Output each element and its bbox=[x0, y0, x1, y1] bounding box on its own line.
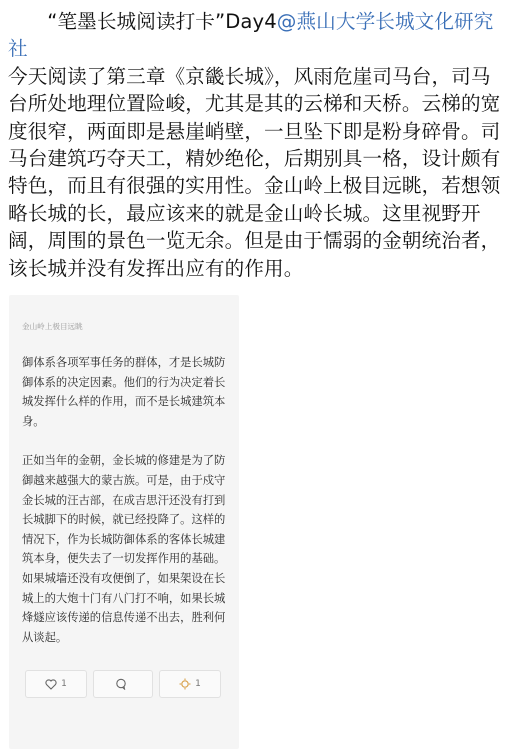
like-count: 1 bbox=[61, 679, 67, 689]
heart-icon bbox=[45, 679, 57, 690]
card-content bbox=[22, 353, 227, 659]
card-paragraph-2: 正如当年的金朝，金长城的修建是为了防御越来越强大的蒙古族。可是，由于戍守金长城的汪古部，在成吉思汗还没有打到长城脚下的时候，就已经投降了。这样的情况下，作为长城防御体系的客体长城建筑本身，便失去了一切发挥作用的基础。如果城墙还没有攻便倒了，如果架设在长城上的大炮十门有八门打不响，如果长城烽燧应该传递的信息传递不出去，胜利何从谈起。 bbox=[22, 454, 226, 644]
sun-reward-icon bbox=[179, 678, 191, 690]
reward-count: 1 bbox=[195, 679, 201, 689]
post-title: “笔墨长城阅读打卡”Day4 bbox=[47, 10, 277, 33]
mention-link[interactable]: @燕山大学长城文化研究社 bbox=[8, 10, 494, 61]
post-body: 今天阅读了第三章《京畿长城》，风雨危崖司马台，司马台所处地理位置险峻，尤其是其的云梯和天桥。云梯的宽度很窄，两面即是悬崖峭壁，一旦坠下即是粉身碎骨。司马台建筑巧夺天工，精妙绝伦，后期别具一格，设计颇有特色，而且有很强的实用性。金山岭上极目远眺，若想领略长城的长，最应该来的就是金山岭长城。这里视野开阔，周围的景色一览无余。但是由于懦弱的金朝统治者，该长城并没有发挥出应有的作用。 bbox=[8, 64, 501, 280]
post-text bbox=[8, 8, 510, 282]
card-paragraph-1: 御体系各项军事任务的群体，才是长城防御体系的决定因素。他们的行为决定着长城发挥什么样的作用，而不是长城建筑本身。 bbox=[22, 356, 226, 428]
post-paragraph bbox=[8, 8, 510, 63]
comment-button[interactable] bbox=[93, 670, 153, 698]
comment-bubble-icon bbox=[115, 678, 127, 690]
like-button[interactable] bbox=[25, 670, 87, 698]
card-actions bbox=[25, 670, 221, 698]
card-heading: 金山岭上极目远眺 bbox=[22, 322, 83, 331]
reward-button[interactable] bbox=[159, 670, 221, 698]
